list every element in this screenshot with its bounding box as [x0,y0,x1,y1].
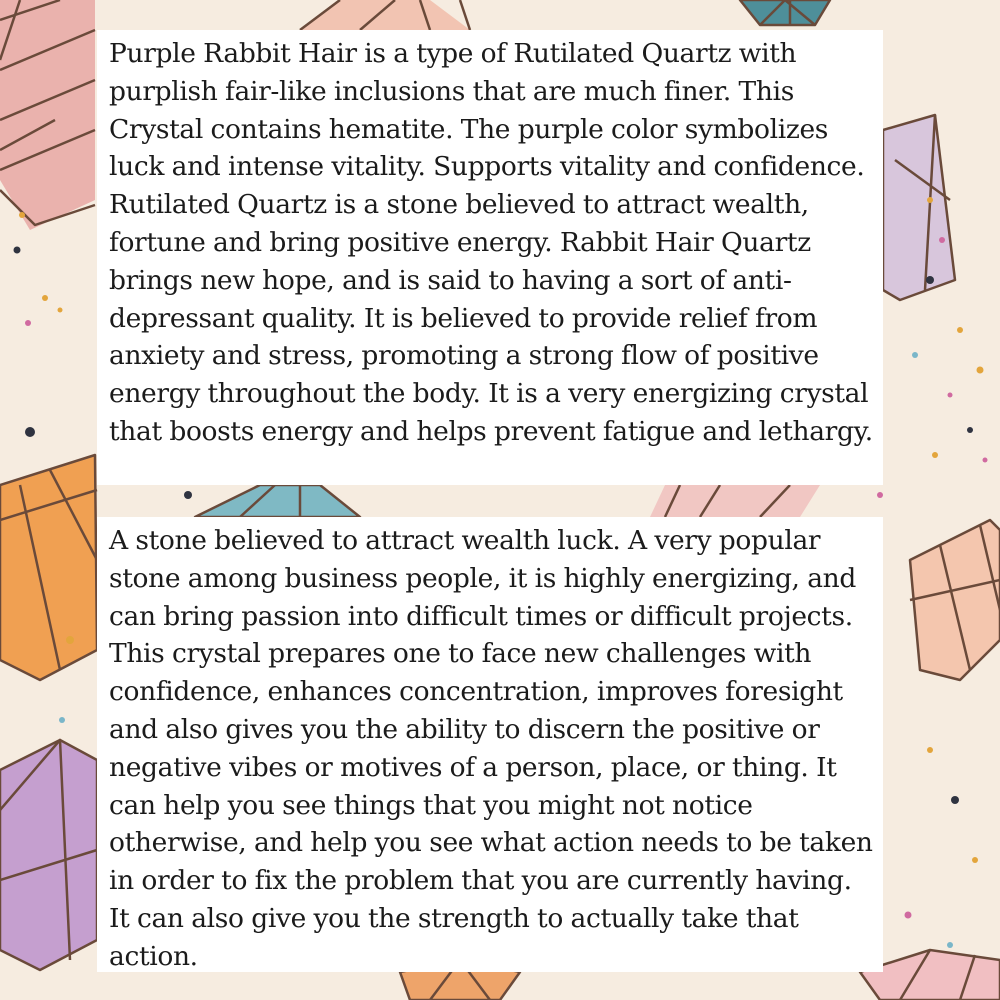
paragraph-1: Purple Rabbit Hair is a type of Rutilated Quartz with purplish fair-like inclusions that are much finer. This Crystal contains hematite. The purple color symbolizes luck and intense vitality. Supports vitality and confidence. Rutilated Quartz is a stone believed to attract wealth, fortune and bring positive energy. Rabbit Hair Quartz brings new hope, and is said to having a sort of anti-depressant quality. It is believed to provide relief from anxiety and stress, promoting a strong flow of positive energy throughout the body. It is a very energizing crystal that boosts energy and helps prevent fatigue and lethargy. [109,38,873,447]
peach-crystal-top-icon [300,0,470,30]
paragraph-2: A stone believed to attract wealth luck. A very popular stone among business people, it is highly energizing, and can bring passion into difficult times or difficult projects. This crystal prepares one to face new challenges with confidence, enhances concentration, improves foresight and also gives you the ability to discern the positive or negative vibes or motives of a person, place, or thing. It can help you see things that you might not notice otherwise, and help you see what action needs to be taken in order to fix the problem that you are currently having. It can also give you the strength to actually take that action. [109,525,873,972]
orange-crystal-left-icon [0,455,97,680]
description-card-2 [97,517,883,972]
teal-crystal-center-icon [195,485,360,517]
purple-crystal-bottom-left-icon [0,740,97,970]
pink-crystal-center-right-icon [650,485,820,517]
purple-crystal-right-icon [883,115,955,300]
pink-crystal-top-left-icon [0,0,95,230]
peach-crystal-right-icon [910,520,1000,680]
description-card-1 [97,30,883,485]
teal-gem-top-right-icon [740,0,830,25]
